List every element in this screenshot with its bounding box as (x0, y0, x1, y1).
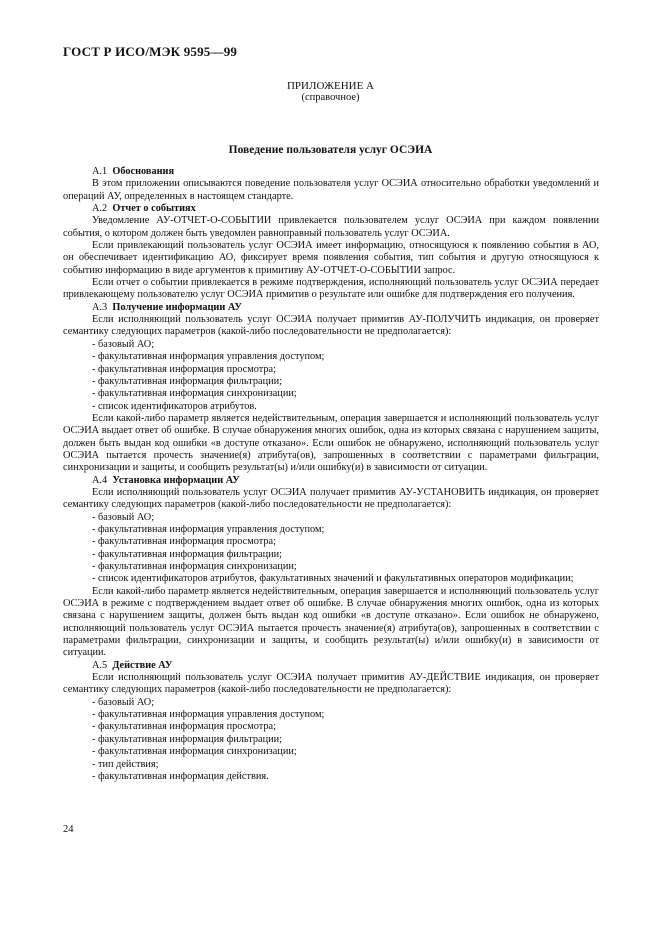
paragraph: Если исполняющий пользователь услуг ОСЭИА получает примитив АУ-ПОЛУЧИТЬ индикация, он проверяет семантику следующих параметров (какой-либо последовательности не предполагается): (63, 314, 599, 338)
list-item: - тип действия; (92, 758, 159, 770)
paragraph: Если какой-либо параметр является недействительным, операция завершается и исполняющий пользователь услуг ОСЭИА выдает ответ об ошибке. В случае обнаружения многих ошибок, одна из которых связана с нарушением защиты, должен быть выдан код ошибки «в доступе отказано». Если ошибок не обнаружено, исполняющий пользователь услуг ОСЭИА пытается прочесть значение(я) атрибута(ов), запрошенных в соответствии с параметрами фильтрации, синхронизации и защиты, и сообщить результат(ы) и/или ошибку(и) в зависимости от ситуации. (63, 412, 599, 474)
section-heading-title: Отчет о событиях (112, 203, 196, 215)
appendix-heading (0, 80, 661, 104)
list-item: - факультативная информация синхронизации; (92, 388, 297, 400)
section-heading-title: Установка информации АУ (112, 474, 240, 486)
page-number: 24 (63, 824, 74, 835)
list-item: - базовый АО; (92, 696, 155, 708)
section-heading-title: Получение информации АУ (112, 301, 242, 313)
paragraph: Если исполняющий пользователь услуг ОСЭИА получает примитив АУ-ДЕЙСТВИЕ индикация, он проверяет семантику следующих параметров (какой-либо последовательности не предполагается): (63, 672, 599, 696)
section-number: А.1 (92, 166, 108, 177)
list-item: - факультативная информация управления доступом; (92, 523, 325, 535)
section-heading-title: Действие АУ (112, 659, 173, 671)
paragraph: В этом приложении описываются поведение пользователя услуг ОСЭИА относительно обработки уведомлений и операций АУ, определенных в настоящем стандарте. (63, 178, 599, 202)
paragraph: Если привлекающий пользователь услуг ОСЭИА имеет информацию, относящуюся к появлению события в АО, он обеспечивает идентификацию АО, фиксирует время появления события, тип события и другую относящуюся к событию информацию в виде аргументов к примитиву АУ-ОТЧЕТ-О-СОБЫТИИ запрос. (63, 240, 599, 276)
list-item: - факультативная информация фильтрации; (92, 375, 282, 387)
section-number: А.3 (92, 301, 108, 313)
paragraph: Если исполняющий пользователь услуг ОСЭИА получает примитив АУ-УСТАНОВИТЬ индикация, он проверяет семантику следующих параметров (какой-либо последовательности не предполагается): (63, 486, 599, 511)
section-heading-title: Обоснования (112, 166, 175, 177)
list-item: - факультативная информация фильтрации; (92, 733, 282, 745)
list-item: - факультативная информация синхронизации; (92, 561, 297, 572)
list-item: - факультативная информация просмотра; (92, 721, 276, 733)
list-item: - факультативная информация синхронизации; (92, 746, 297, 758)
appendix-note: (справочное) (301, 92, 360, 103)
section-number: А.5 (92, 659, 108, 671)
document-header: ГОСТ Р ИСО/МЭК 9595—99 (63, 44, 238, 59)
appendix-title: ПРИЛОЖЕНИЕ А (286, 80, 374, 92)
paragraph: Уведомление АУ-ОТЧЕТ-О-СОБЫТИИ привлекается пользователем услуг ОСЭИА при каждом появлении события, о котором должен быть уведомлен равноправный пользователь услуг ОСЭИА. (63, 215, 599, 239)
list-item: - факультативная информация фильтрации; (92, 548, 282, 560)
paragraph: Если какой-либо параметр является недействительным, операция завершается и исполняющий пользователь услуг ОСЭИА в режиме с подтверждением выдает ответ об ошибке. В случае обнаружения многих ошибок, одна из которых связана с нарушением защиты, должен быть выдан код ошибки «в доступе отказано». Если ошибок не обнаружено, исполняющий пользователь услуг ОСЭИА пытается прочесть значение(я) атрибута(ов), запрошенных в соответствии с параметрами фильтрации, синхронизации и защиты, и сообщить результат(ы) и/или ошибку(и) в зависимости от ситуации. (63, 585, 599, 659)
document-body (63, 166, 599, 783)
list-item: - список идентификаторов атрибутов. (92, 400, 257, 412)
list-item: - факультативная информация просмотра; (92, 363, 276, 375)
list-item: - факультативная информация управления доступом; (92, 351, 325, 363)
list-item: - базовый АО; (92, 511, 155, 523)
section-number: А.4 (92, 474, 108, 486)
list-item: - факультативная информация просмотра; (92, 536, 276, 548)
list-item: - базовый АО; (92, 338, 155, 350)
section-heading-a2 (63, 203, 599, 215)
section-heading-a1 (63, 166, 599, 178)
section-title: Поведение пользователя услуг ОСЭИА (228, 144, 433, 156)
list-item: - факультативная информация действия. (92, 770, 269, 782)
section-heading-a4 (63, 475, 599, 487)
paragraph: Если отчет о событии привлекается в режиме подтверждения, исполняющий пользователь услуг ОСЭИА передает привлекающему пользователю услуг ОСЭИА примитив о результате или ошибке для подтверждения его получения. (63, 277, 599, 301)
section-number: А.2 (92, 203, 108, 215)
list-item: - факультативная информация управления доступом; (92, 709, 325, 721)
section-heading-a3 (63, 302, 599, 314)
list-item-long: - список идентификаторов атрибутов, факультативных значений и факультативных операторов модификации; (92, 573, 574, 585)
section-heading-a5 (63, 660, 599, 672)
